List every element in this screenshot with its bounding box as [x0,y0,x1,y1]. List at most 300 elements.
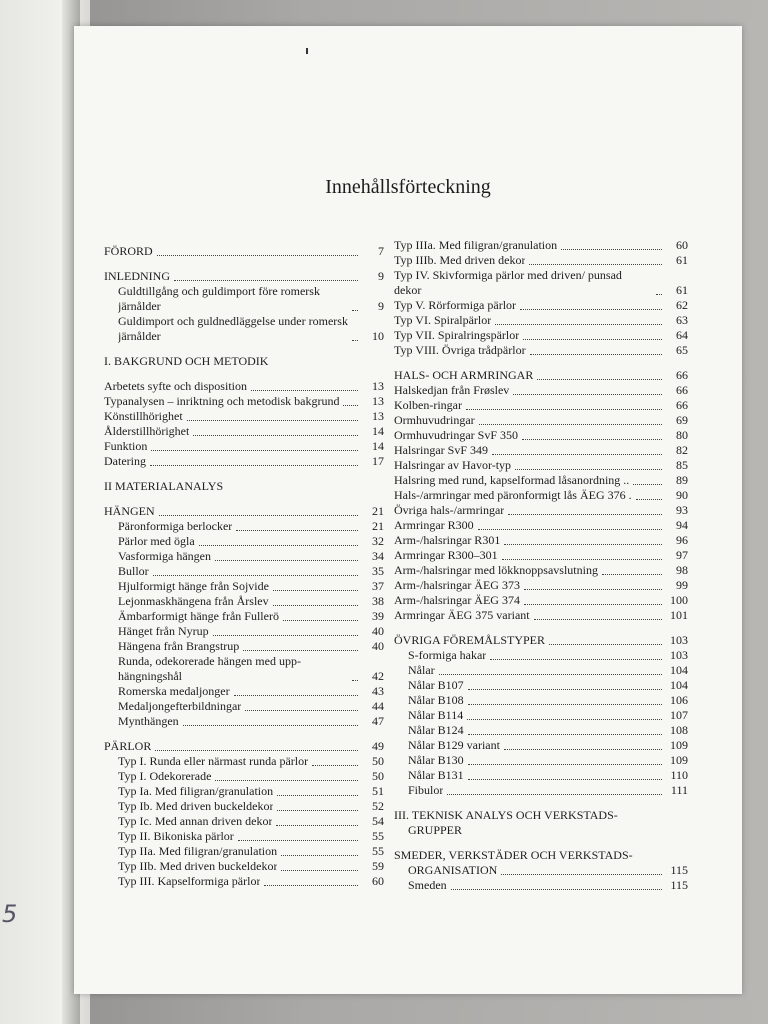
toc-entry [394,723,688,738]
toc-entry [394,343,688,358]
toc-page-number: 54 [372,814,384,828]
toc-page-number: 103 [670,648,688,662]
toc-entry [394,648,688,663]
toc-entry [104,379,384,394]
toc-entry [104,314,384,344]
toc-entry-label: Ormhuvudringar SvF 350 [394,428,518,442]
toc-section-heading: GRUPPER [408,823,463,837]
toc-entry-label: Funktion [104,439,148,453]
toc-entry [104,394,384,409]
toc-entry-label: Hjulformigt hänge från Sojvide [118,579,269,593]
toc-leader-dots [504,749,662,750]
toc-leader-dots [478,529,662,530]
toc-entry [104,439,384,454]
toc-entry [394,488,688,503]
toc-leader-dots [187,420,358,421]
toc-page-number: 14 [372,424,384,438]
toc-entry-label: Arm-/halsringar ÄEG 373 [394,578,520,592]
toc-page-number: 59 [372,859,384,873]
toc-entry-label: Guldtillgång och guldimport före romersk järnålder [118,284,320,313]
toc-gap [104,469,384,479]
toc-page-number: 60 [676,238,688,252]
toc-entry [104,284,384,314]
toc-entry-label: INLEDNING [104,269,170,283]
toc-leader-dots [215,780,358,781]
toc-entry-label: Typ VI. Spiralpärlor [394,313,492,327]
toc-entry-label: FÖRORD [104,244,153,258]
toc-entry [104,409,384,424]
toc-entry [104,829,384,844]
toc-page-number: 64 [676,328,688,342]
toc-entry-label: Typ I. Runda eller närmast runda pärlor [118,754,309,768]
toc-entry [104,504,384,519]
toc-entry [104,594,384,609]
toc-leader-dots [451,889,662,890]
toc-leader-dots [524,589,662,590]
toc-leader-dots [656,294,662,295]
toc-entry [104,534,384,549]
toc-entry [394,593,688,608]
toc-page-number: 35 [372,564,384,578]
toc-leader-dots [277,795,358,796]
page-title: Innehållsförteckning [325,176,491,198]
toc-page-number: 61 [676,283,688,297]
toc-page-number: 51 [372,784,384,798]
toc-leader-dots [199,545,358,546]
toc-entry-label: Typ V. Rörformiga pärlor [394,298,517,312]
toc-leader-dots [151,450,358,451]
toc-entry-label: Typ Ib. Med driven buckeldekor [118,799,274,813]
toc-leader-dots [281,855,358,856]
toc-page-number: 104 [670,678,688,692]
toc-section-heading: II MATERIALANALYS [104,479,224,493]
toc-leader-dots [530,354,662,355]
toc-entry [394,678,688,693]
toc-entry [104,784,384,799]
toc-page-number: 66 [676,383,688,397]
toc-entry-label: Typ IV. Skivformiga pärlor med driven/ punsad dekor [394,268,622,297]
toc-page-number: 62 [676,298,688,312]
toc-entry [394,783,688,798]
toc-entry [104,799,384,814]
toc-entry [394,693,688,708]
toc-leader-dots [561,249,662,250]
toc-entry [394,518,688,533]
toc-entry-label: Könstillhörighet [104,409,183,423]
toc-entry-label: Päronformiga berlocker [118,519,233,533]
toc-page-number: 69 [676,413,688,427]
toc-leader-dots [245,710,358,711]
toc-leader-dots [352,680,358,681]
toc-entry [104,639,384,654]
toc-entry-label: Typ II. Bikoniska pärlor [118,829,234,843]
toc-leader-dots [213,635,358,636]
toc-page-number: 17 [372,454,384,468]
toc-page-number: 13 [372,394,384,408]
toc-leader-dots [352,310,358,311]
toc-page-number: 90 [676,488,688,502]
toc-entry [394,533,688,548]
toc-column-left [104,244,384,889]
toc-entry-label: Typ I. Odekorerade [118,769,212,783]
toc-leader-dots [633,484,662,485]
toc-entry-label: Typ IIa. Med filigran/granulation [118,844,278,858]
toc-gap [394,623,688,633]
toc-gap [394,798,688,808]
toc-leader-dots [522,439,662,440]
toc-entry [104,814,384,829]
toc-leader-dots [467,719,662,720]
toc-entry-label: Nålar B129 variant [408,738,500,752]
toc-entry-label: Ormhuvudringar [394,413,475,427]
toc-leader-dots [468,704,662,705]
toc-entry-label: Datering [104,454,146,468]
toc-leader-dots [264,885,358,886]
toc-page-number: 96 [676,533,688,547]
toc-entry-label: Hängena från Brangstrup [118,639,240,653]
toc-page-number: 106 [670,693,688,707]
toc-entry-label: Nålar B130 [408,753,464,767]
toc-entry [104,859,384,874]
toc-entry [104,684,384,699]
toc-page-number: 47 [372,714,384,728]
toc-leader-dots [508,514,662,515]
toc-leader-dots [283,620,358,621]
toc-leader-dots [236,530,358,531]
toc-entry [104,699,384,714]
toc-entry-label: ORGANISATION [408,863,498,877]
toc-entry [394,738,688,753]
toc-leader-dots [243,650,358,651]
toc-leader-dots [523,339,662,340]
toc-page-number: 32 [372,534,384,548]
toc-page-number: 98 [676,563,688,577]
toc-leader-dots [251,390,358,391]
toc-entry-label: Halsringar av Havor-typ [394,458,512,472]
toc-entry-label: Nålar B124 [408,723,464,737]
toc-gap [394,358,688,368]
toc-leader-dots [490,659,662,660]
toc-page-number: 50 [372,754,384,768]
toc-entry [394,548,688,563]
toc-entry [394,238,688,253]
toc-leader-dots [273,605,358,606]
toc-leader-dots [153,575,358,576]
toc-entry-label: Nålar B114 [408,708,464,722]
toc-entry [104,519,384,534]
handwritten-page-number: 5 [2,900,18,928]
toc-column-right [394,238,688,893]
toc-leader-dots [504,544,662,545]
toc-page-number: 109 [670,738,688,752]
toc-entry-label: Hänget från Nyrup [118,624,209,638]
toc-entry-label: Nålar [408,663,435,677]
toc-page-number: 50 [372,769,384,783]
toc-page-number: 100 [670,593,688,607]
toc-page-number: 14 [372,439,384,453]
toc-entry-label: Mynthängen [118,714,179,728]
toc-entry [104,874,384,889]
toc-entry [394,768,688,783]
toc-section-heading: SMEDER, VERKSTÄDER OCH VERKSTADS- [394,848,633,862]
toc-page-number: 55 [372,829,384,843]
toc-leader-dots [234,695,358,696]
toc-page-number: 103 [670,633,688,647]
toc-gap [104,259,384,269]
toc-section-heading: III. TEKNISK ANALYS OCH VERKSTADS- [394,808,618,822]
toc-leader-dots [447,794,662,795]
toc-gap [104,344,384,354]
toc-page-number: 52 [372,799,384,813]
toc-entry [104,654,384,684]
toc-page-number: 80 [676,428,688,442]
toc-page-number: 13 [372,379,384,393]
toc-page-number: 107 [670,708,688,722]
toc-leader-dots [636,499,662,500]
toc-entry-label: Typanalysen – inriktning och metodisk bakgrund [104,394,340,408]
toc-entry-label: Vasformiga hängen [118,549,211,563]
toc-leader-dots [502,559,662,560]
toc-page-number: 38 [372,594,384,608]
toc-entry-label: Pärlor med ögla [118,534,195,548]
toc-leader-dots [150,465,358,466]
toc-entry [394,458,688,473]
toc-entry [394,443,688,458]
toc-entry [394,503,688,518]
toc-page-number: 44 [372,699,384,713]
toc-entry [104,269,384,284]
toc-page-number: 61 [676,253,688,267]
toc-entry-label: Armringar ÄEG 375 variant [394,608,530,622]
toc-entry-label: Nålar B107 [408,678,464,692]
toc-page-number: 21 [372,504,384,518]
toc-entry-label: Armringar R300–301 [394,548,498,562]
toc-entry [394,633,688,648]
toc-page-number: 104 [670,663,688,677]
toc-entry-label: Nålar B131 [408,768,464,782]
toc-leader-dots [312,765,358,766]
toc-page-number: 7 [378,244,384,258]
toc-entry-label: Typ Ic. Med annan driven dekor [118,814,273,828]
toc-entry [104,579,384,594]
toc-page-number: 85 [676,458,688,472]
toc-entry [104,624,384,639]
toc-page-number: 37 [372,579,384,593]
toc-page-number: 63 [676,313,688,327]
toc-entry-label: Arbetets syfte och disposition [104,379,247,393]
toc-page-number: 39 [372,609,384,623]
toc-gap [394,838,688,848]
toc-page-number: 60 [372,874,384,888]
toc-page-number: 93 [676,503,688,517]
toc-entry-label: HÄNGEN [104,504,155,518]
toc-entry-label: Halsring med rund, kapselformad låsanordning .. [394,473,630,487]
toc-entry-label: Typ Ia. Med filigran/granulation [118,784,274,798]
toc-entry-label: Typ IIIb. Med driven dekor [394,253,526,267]
toc-entry-label: Typ IIIa. Med filigran/granulation [394,238,558,252]
toc-entry-label: Lejonmaskhängena från Årslev [118,594,269,608]
toc-entry-label: Arm-/halsringar med lökknoppsavslutning [394,563,598,577]
toc-page-number: 66 [676,398,688,412]
toc-entry-label: Halskedjan från Frøslev [394,383,510,397]
toc-entry [104,609,384,624]
toc-page-number: 43 [372,684,384,698]
toc-entry [104,844,384,859]
toc-entry-label: HALS- OCH ARMRINGAR [394,368,534,382]
toc-page-number: 49 [372,739,384,753]
toc-entry-label: Guldimport och guldnedläggelse under romersk järnålder [118,314,348,343]
toc-section-heading: I. BAKGRUND OCH METODIK [104,354,269,368]
toc-leader-dots [439,674,662,675]
toc-entry-label: Typ VIII. Övriga trådpärlor [394,343,526,357]
toc-leader-dots [466,409,662,410]
toc-leader-dots [157,255,358,256]
toc-entry [104,424,384,439]
toc-leader-dots [468,779,662,780]
toc-entry [394,268,688,298]
toc-leader-dots [193,435,358,436]
toc-entry-label: Romerska medaljonger [118,684,230,698]
toc-entry-label: Ämbarformigt hänge från Fullerö [118,609,279,623]
toc-leader-dots [468,734,662,735]
toc-entry-label: Arm-/halsringar ÄEG 374 [394,593,520,607]
toc-entry [104,769,384,784]
toc-entry-label: PÄRLOR [104,739,152,753]
toc-leader-dots [468,764,662,765]
toc-entry [394,863,688,878]
toc-entry [104,244,384,259]
toc-entry-label: Halsringar SvF 349 [394,443,488,457]
toc-leader-dots [492,454,662,455]
toc-page-number: 82 [676,443,688,457]
toc-page-number: 109 [670,753,688,767]
toc-leader-dots [602,574,662,575]
toc-leader-dots [495,324,662,325]
toc-leader-dots [273,590,358,591]
toc-entry [394,608,688,623]
book-page [74,26,742,994]
toc-leader-dots [276,825,358,826]
toc-entry [394,878,688,893]
toc-entry [394,578,688,593]
print-mark [306,48,308,54]
toc-leader-dots [281,870,358,871]
toc-page-number: 99 [676,578,688,592]
toc-page-number: 89 [676,473,688,487]
toc-leader-dots [515,469,662,470]
toc-page-number: 42 [372,669,384,683]
toc-page-number: 40 [372,639,384,653]
toc-leader-dots [159,515,358,516]
toc-page-number: 10 [372,329,384,343]
toc-page-number: 65 [676,343,688,357]
toc-gap [104,369,384,379]
toc-leader-dots [215,560,358,561]
toc-entry [394,473,688,488]
toc-entry-label: Armringar R300 [394,518,474,532]
toc-leader-dots [343,405,358,406]
toc-entry-label: Fibulor [408,783,444,797]
toc-entry [394,413,688,428]
toc-gap [104,729,384,739]
toc-entry [394,253,688,268]
toc-leader-dots [277,810,358,811]
toc-entry-label: Nålar B108 [408,693,464,707]
toc-page-number: 9 [378,269,384,283]
toc-entry-label: Övriga hals-/armringar [394,503,505,517]
toc-entry [394,313,688,328]
toc-entry-label: Kolben-ringar [394,398,462,412]
toc-entry-label: ÖVRIGA FÖREMÅLSTYPER [394,633,546,647]
toc-page-number: 115 [670,863,688,877]
toc-leader-dots [501,874,662,875]
toc-leader-dots [155,750,358,751]
toc-entry-label: Bullor [118,564,149,578]
toc-entry [394,708,688,723]
toc-page-number: 108 [670,723,688,737]
toc-page-number: 94 [676,518,688,532]
toc-page-number: 13 [372,409,384,423]
toc-leader-dots [479,424,662,425]
toc-leader-dots [520,309,662,310]
toc-leader-dots [352,340,358,341]
toc-leader-dots [529,264,662,265]
toc-page-number: 115 [670,878,688,892]
toc-page-number: 111 [670,783,688,797]
toc-entry-label: Ålderstillhörighet [104,424,190,438]
toc-entry [394,298,688,313]
toc-gap [104,494,384,504]
toc-leader-dots [238,840,358,841]
toc-page-number: 55 [372,844,384,858]
toc-entry-label: Medaljongefterbildningar [118,699,242,713]
toc-entry-label: Typ IIb. Med driven buckeldekor [118,859,278,873]
toc-leader-dots [468,689,662,690]
toc-leader-dots [174,280,358,281]
toc-page-number: 21 [372,519,384,533]
toc-page-number: 101 [670,608,688,622]
toc-entry-label: Typ VII. Spiralringspärlor [394,328,520,342]
toc-leader-dots [534,619,662,620]
toc-page-number: 40 [372,624,384,638]
toc-entry [394,428,688,443]
toc-entry-label: Smeden [408,878,447,892]
toc-entry [104,564,384,579]
toc-entry-label: Hals-/armringar med päronformigt lås ÄEG 376 . [394,488,632,502]
toc-entry [394,398,688,413]
toc-entry [394,383,688,398]
toc-entry [104,739,384,754]
toc-entry-label: Typ III. Kapselformiga pärlor [118,874,261,888]
toc-entry [394,368,688,383]
toc-entry [394,663,688,678]
toc-page-number: 34 [372,549,384,563]
toc-leader-dots [513,394,662,395]
toc-page-number: 66 [676,368,688,382]
toc-page-number: 97 [676,548,688,562]
toc-entry-label: Runda, odekorerade hängen med upp-hängningshål [118,654,301,683]
toc-entry [104,714,384,729]
toc-leader-dots [537,379,662,380]
toc-entry-label: Arm-/halsringar R301 [394,533,501,547]
toc-leader-dots [183,725,358,726]
toc-entry [104,454,384,469]
toc-leader-dots [524,604,662,605]
toc-entry [394,753,688,768]
toc-entry [394,563,688,578]
toc-entry-label: S-formiga hakar [408,648,487,662]
toc-entry [104,754,384,769]
